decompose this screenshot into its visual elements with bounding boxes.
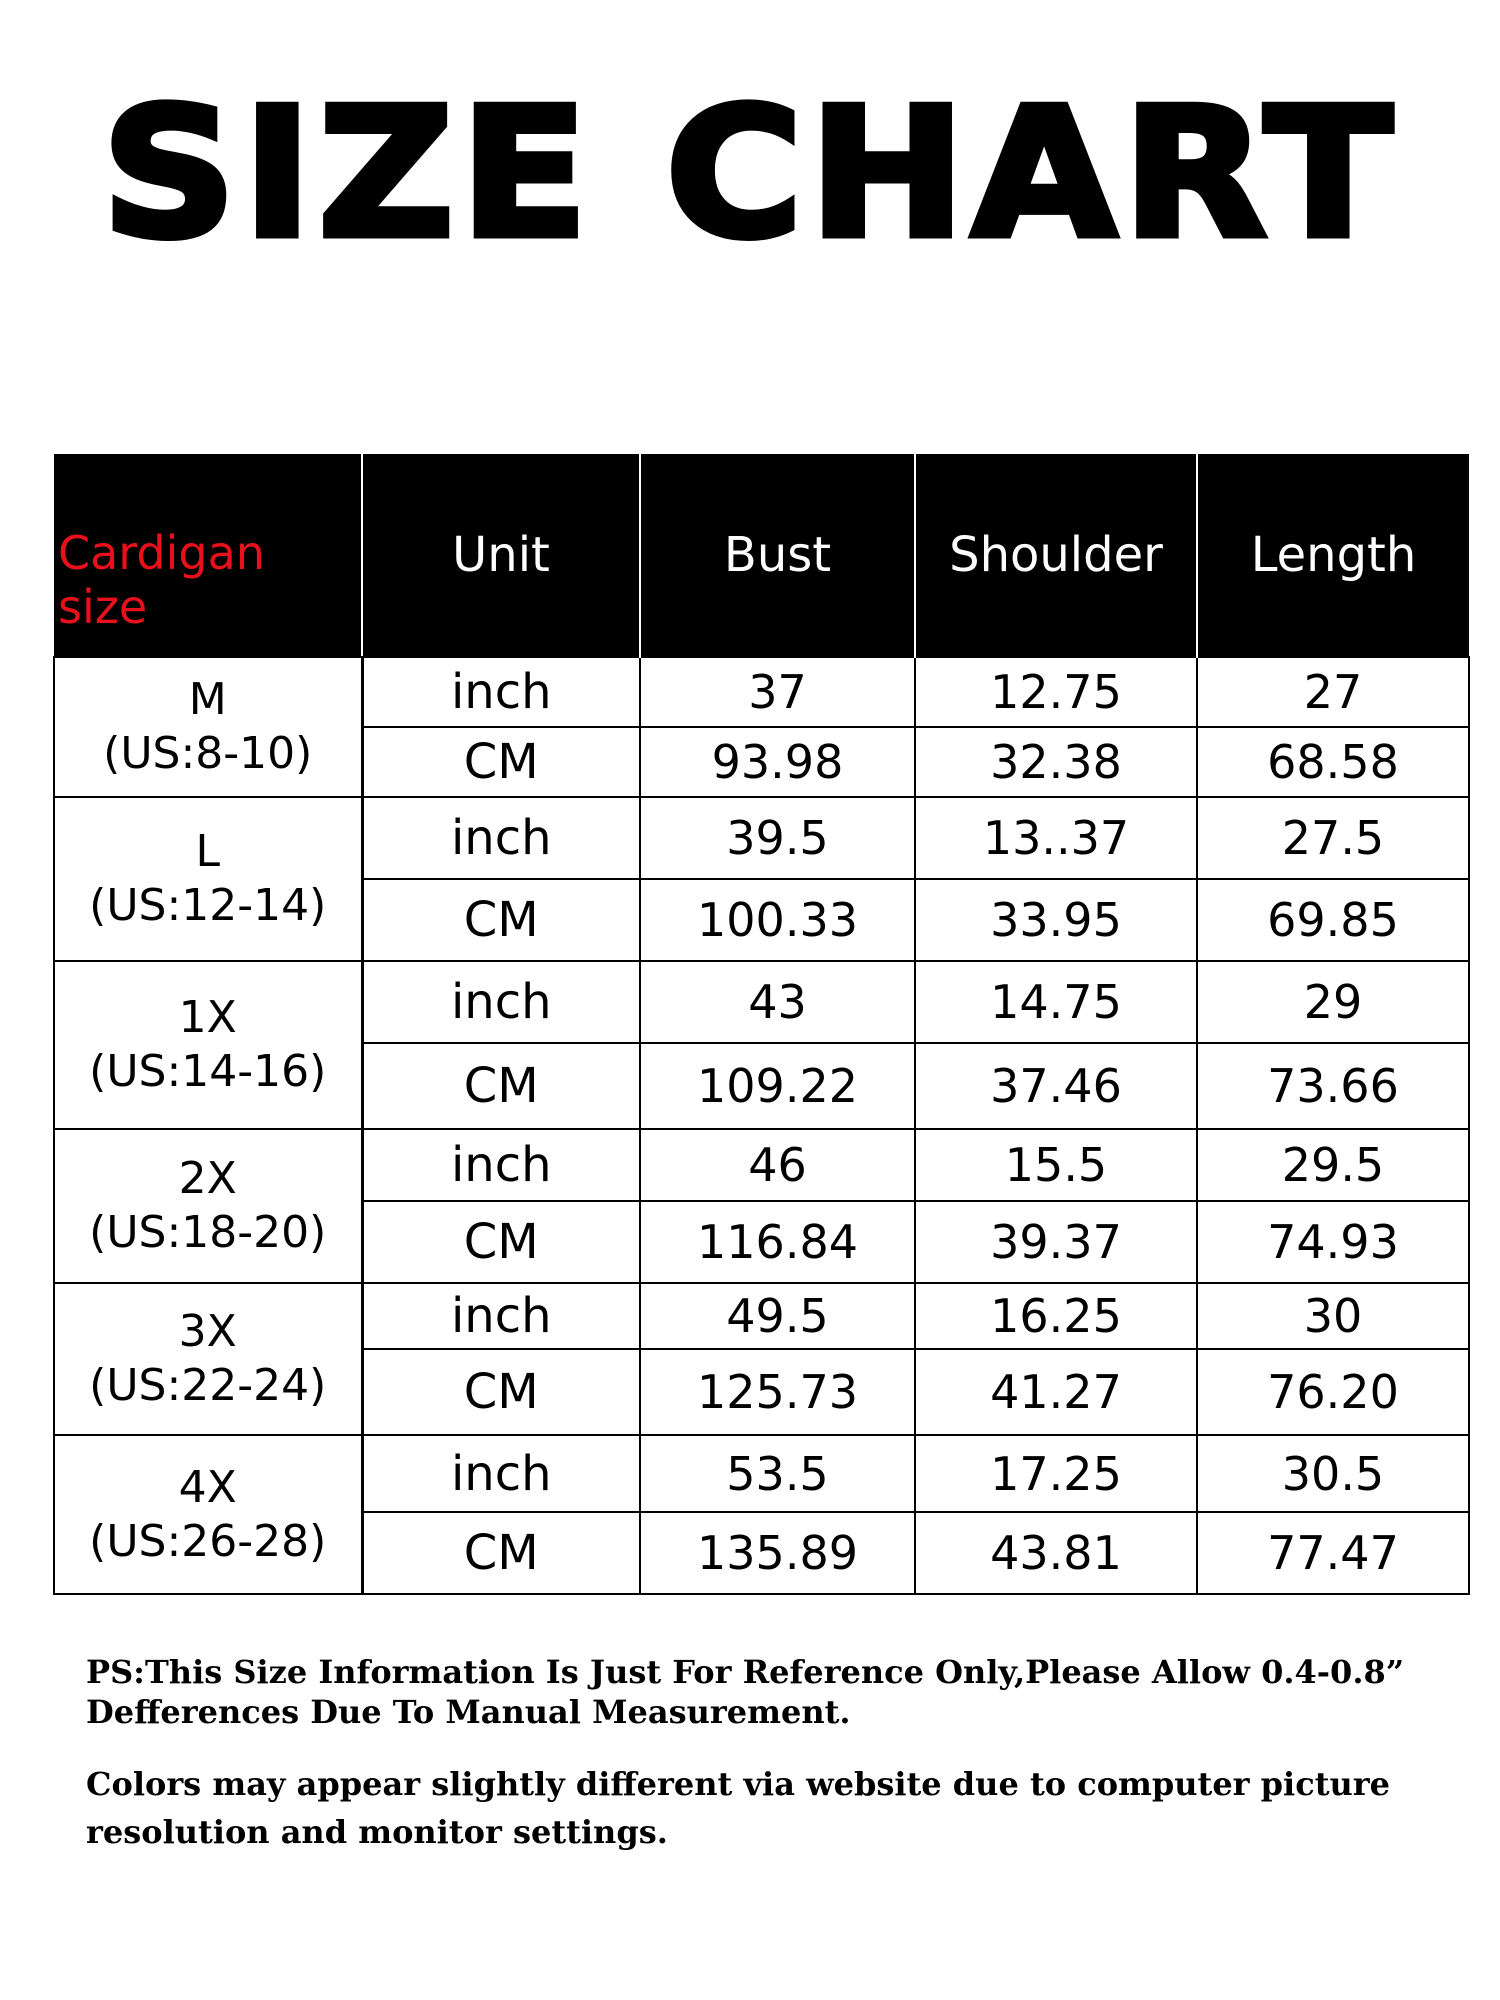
size-label: 3X [178,1306,237,1357]
bust-cell: 37 [640,657,915,727]
size-range: (US:26-28) [89,1515,327,1567]
length-cell: 30.5 [1197,1435,1469,1512]
bust-cell: 39.5 [640,797,915,879]
shoulder-cell: 16.25 [915,1283,1197,1349]
length-cell: 27.5 [1197,797,1469,879]
bust-cell: 53.5 [640,1435,915,1512]
size-range: (US:22-24) [89,1360,327,1411]
unit-cell: CM [362,1512,640,1594]
header-shoulder: Shoulder [915,454,1197,657]
size-range: (US:14-16) [89,1046,327,1097]
shoulder-cell: 13..37 [915,797,1197,879]
unit-cell: inch [362,797,640,879]
bust-cell: 93.98 [640,727,915,797]
length-cell: 74.93 [1197,1201,1469,1283]
size-cell [54,657,362,797]
length-cell: 69.85 [1197,879,1469,961]
unit-cell: CM [362,1349,640,1435]
unit-cell: CM [362,727,640,797]
header-cardigan-size: Cardigan size [54,454,362,657]
unit-cell: CM [362,1043,640,1129]
length-cell: 76.20 [1197,1349,1469,1435]
shoulder-cell: 37.46 [915,1043,1197,1129]
reference-note: PS:This Size Information Is Just For Reference Only,Please Allow 0.4-0.8” Defferences Due To Manual Measurement. [86,1653,1405,1731]
shoulder-cell: 17.25 [915,1435,1197,1512]
size-label: 4X [178,1461,237,1513]
size-cell [54,1283,362,1435]
shoulder-cell: 14.75 [915,961,1197,1043]
length-cell: 77.47 [1197,1512,1469,1594]
header-unit: Unit [362,454,640,657]
size-cell [54,961,362,1129]
length-cell: 29 [1197,961,1469,1043]
bust-cell: 135.89 [640,1512,915,1594]
size-label: L [195,826,220,877]
size-range: (US:8-10) [103,728,313,779]
length-cell: 68.58 [1197,727,1469,797]
bust-cell: 125.73 [640,1349,915,1435]
header-row [54,454,1469,657]
table-row [54,1435,1469,1512]
unit-cell: inch [362,961,640,1043]
header-length: Length [1197,454,1469,657]
bust-cell: 109.22 [640,1043,915,1129]
length-cell: 73.66 [1197,1043,1469,1129]
size-range: (US:18-20) [89,1207,327,1258]
length-cell: 27 [1197,657,1469,727]
shoulder-cell: 33.95 [915,879,1197,961]
shoulder-cell: 32.38 [915,727,1197,797]
unit-cell: inch [362,1435,640,1512]
header-bust: Bust [640,454,915,657]
unit-cell: inch [362,657,640,727]
size-cell [54,797,362,961]
shoulder-cell: 15.5 [915,1129,1197,1201]
size-table [53,454,1470,1595]
unit-cell: CM [362,1201,640,1283]
unit-cell: CM [362,879,640,961]
size-cell [54,1435,362,1594]
unit-cell: inch [362,1283,640,1349]
size-cell [54,1129,362,1283]
table-row [54,797,1469,879]
shoulder-cell: 41.27 [915,1349,1197,1435]
size-label: 2X [178,1153,237,1204]
shoulder-cell: 39.37 [915,1201,1197,1283]
bust-cell: 46 [640,1129,915,1201]
unit-cell: inch [362,1129,640,1201]
colors-note: Colors may appear slightly different via website due to computer picture resolution and monitor settings. [86,1765,1390,1851]
length-cell: 29.5 [1197,1129,1469,1201]
table-row [54,1129,1469,1201]
bust-cell: 43 [640,961,915,1043]
bust-cell: 116.84 [640,1201,915,1283]
size-range: (US:12-14) [89,880,327,931]
table-row [54,657,1469,727]
size-label: M [188,674,227,725]
shoulder-cell: 43.81 [915,1512,1197,1594]
bust-cell: 49.5 [640,1283,915,1349]
table-row [54,961,1469,1043]
length-cell: 30 [1197,1283,1469,1349]
table-row [54,1283,1469,1349]
page-title: SIZE CHART [101,70,1399,277]
size-label: 1X [178,992,237,1043]
shoulder-cell: 12.75 [915,657,1197,727]
bust-cell: 100.33 [640,879,915,961]
